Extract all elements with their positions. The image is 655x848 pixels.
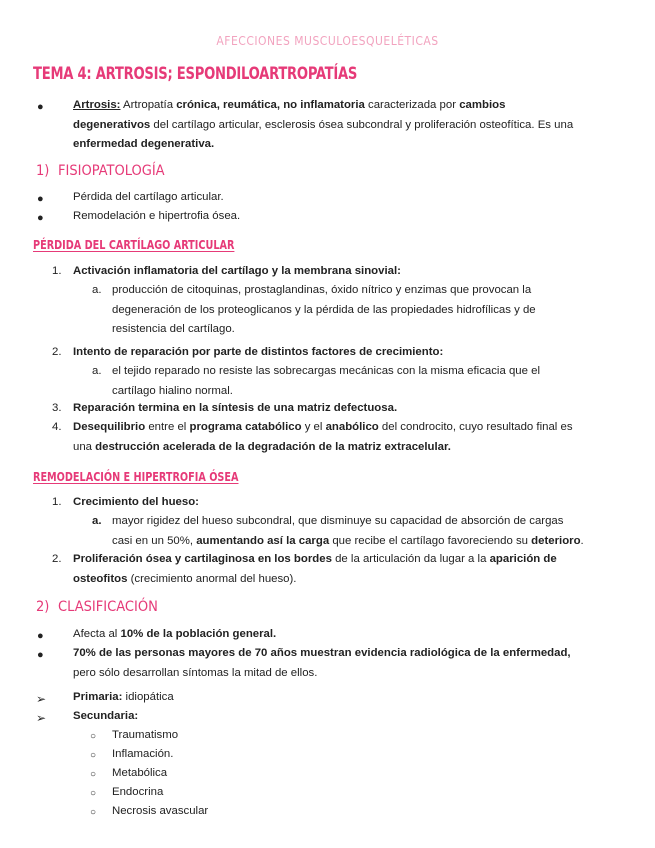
list-item: Activación inflamatoria del cartílago y la membrana sinovial: [73, 265, 401, 277]
section-heading-fisiopatologia: 1) FISIOPATOLOGÍA [36, 163, 165, 179]
list-item: Pérdida del cartílago articular. [73, 191, 224, 203]
circle-bullet-icon: ○ [90, 731, 97, 742]
list-number: 4. [52, 421, 62, 433]
list-letter: a. [92, 515, 102, 527]
arrow-icon: ➢ [36, 711, 47, 725]
circle-bullet-icon: ○ [90, 807, 97, 818]
list-item: Reparación termina en la síntesis de una matriz defectuosa. [73, 402, 398, 414]
list-item: 70% de las personas mayores de 70 años muestran evidencia radiológica de la enfermedad, pero sólo desarrollan síntomas la mitad de ellos. [73, 647, 571, 679]
list-item: Secundaria: [73, 710, 139, 722]
page-header: AFECCIONES MUSCULOESQUELÉTICAS [216, 34, 439, 48]
list-letter: a. [92, 284, 102, 296]
list-item: Inflamación. [112, 748, 174, 760]
list-item: Primaria: idiopática [73, 691, 174, 703]
circle-bullet-icon: ○ [90, 769, 97, 780]
circle-bullet-icon: ○ [90, 750, 97, 761]
list-number: 3. [52, 402, 62, 414]
list-item: Crecimiento del hueso: [73, 496, 199, 508]
circle-bullet-icon: ○ [90, 788, 97, 799]
list-item: Traumatismo [112, 729, 179, 741]
subheading-remodelacion: REMODELACIÓN E HIPERTROFIA ÓSEA [33, 469, 239, 484]
page-title: TEMA 4: ARTROSIS; ESPONDILOARTROPATÍAS [33, 64, 358, 84]
artrosis-term: Artrosis: [73, 99, 121, 111]
sub-item: el tejido reparado no resiste las sobrecargas mecánicas con la misma eficacia que el cartílago hialino normal. [112, 365, 540, 397]
subheading-perdida: PÉRDIDA DEL CARTÍLAGO ARTICULAR [33, 237, 235, 252]
bullet-icon: ● [37, 630, 44, 642]
bullet-icon: ● [37, 649, 44, 661]
list-item: Intento de reparación por parte de distintos factores de crecimiento: [73, 346, 444, 358]
list-number: 2. [52, 346, 62, 358]
bullet-icon: ● [37, 212, 44, 224]
list-item: Desequilibrio entre el programa catabólico y el anabólico del condrocito, cuyo resultado final es una destrucción acelerada de la degradación de la matriz extracelular. [73, 421, 573, 453]
arrow-icon: ➢ [36, 692, 47, 706]
sub-item: mayor rigidez del hueso subcondral, que disminuye su capacidad de absorción de cargas casi en un 50%, aumentando así la carga que recibe el cartílago favoreciendo su deterioro. [112, 515, 584, 547]
list-item: Proliferación ósea y cartilaginosa en los bordes de la articulación da lugar a la aparición de osteofitos (crecimiento anormal del hueso). [73, 553, 557, 585]
list-item: Remodelación e hipertrofia ósea. [73, 210, 241, 222]
list-item: Necrosis avascular [112, 805, 209, 817]
bullet-icon: ● [37, 101, 44, 113]
list-letter: a. [92, 365, 102, 377]
list-item: Afecta al 10% de la población general. [73, 628, 277, 640]
list-item: Endocrina [112, 786, 164, 798]
list-number: 1. [52, 265, 62, 277]
section-heading-clasificacion: 2) CLASIFICACIÓN [36, 599, 158, 615]
bullet-icon: ● [37, 193, 44, 205]
list-number: 1. [52, 496, 62, 508]
list-number: 2. [52, 553, 62, 565]
intro-paragraph: Artrosis: Artropatía crónica, reumática, no inflamatoria caracterizada por cambios degenerativos del cartílago articular, esclerosis ósea subcondral y proliferación osteofítica. Es una enfermedad degenerativa. [73, 99, 574, 150]
list-item: Metabólica [112, 767, 168, 779]
sub-item: producción de citoquinas, prostaglandinas, óxido nítrico y enzimas que provocan la degeneración de los proteoglicanos y la pérdida de las propiedades hidrofílicas y de resistencia del cartílago. [112, 284, 536, 335]
